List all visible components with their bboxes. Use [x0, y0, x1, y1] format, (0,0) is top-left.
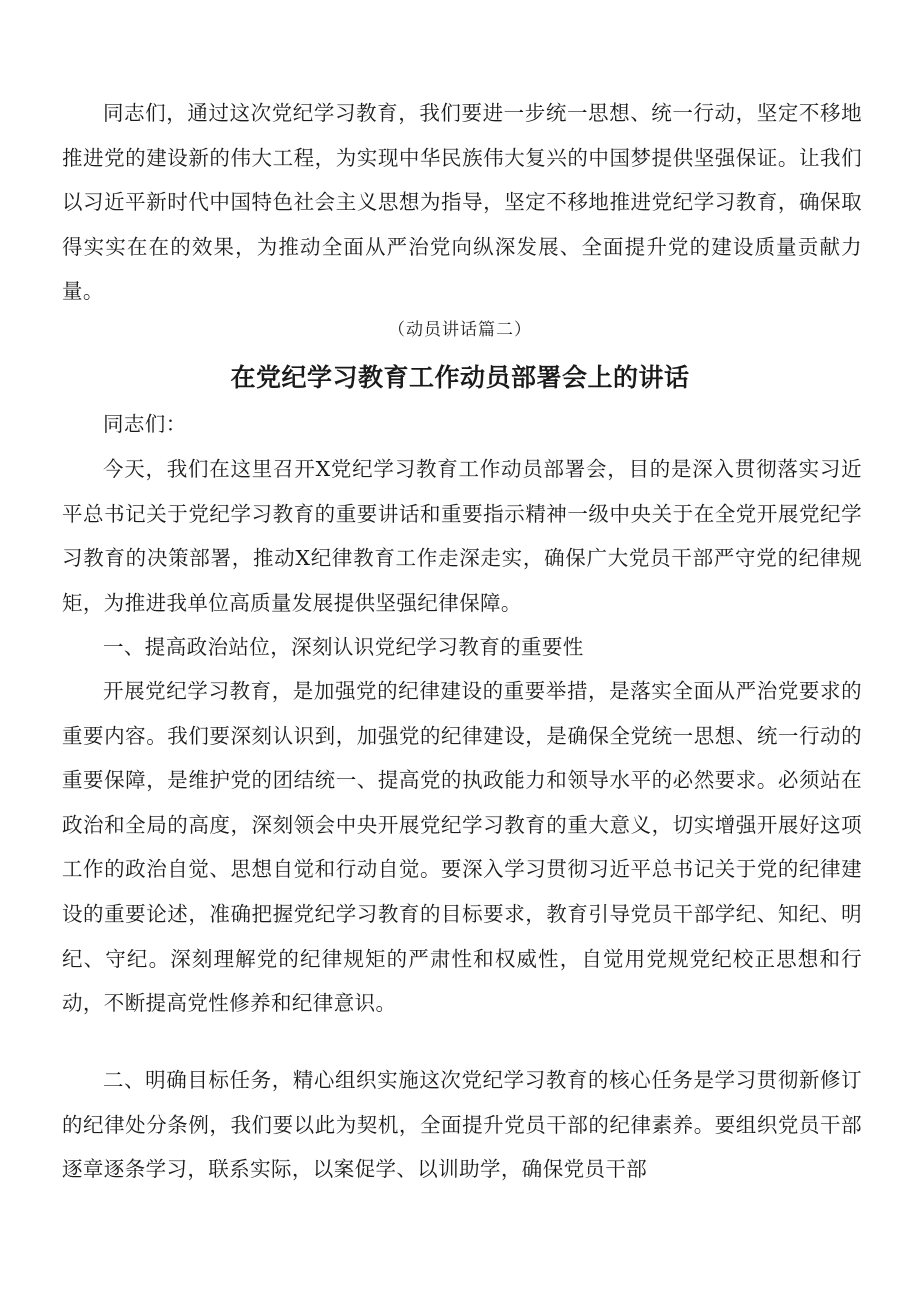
body-paragraph: 二、明确目标任务，精心组织实施这次党纪学习教育的核心任务是学习贯彻新修订的纪律处分条例，我们要以此为契机，全面提升党员干部的纪律素养。要组织党员干部逐章逐条学习，联系实际，以案促学、以训助学，确保党员干部	[62, 1068, 862, 1182]
speech-title: 在党纪学习教育工作动员部署会上的讲话	[230, 363, 690, 392]
salutation: 同志们：	[103, 412, 187, 436]
section-heading: 一、提高政治站位，深刻认识党纪学习教育的重要性	[103, 635, 584, 659]
body-paragraph: 今天，我们在这里召开X党纪学习教育工作动员部署会，目的是深入贯彻落实习近平总书记关于党纪学习教育的重要讲话和重要指示精神一级中央关于在全党开展党纪学习教育的决策部署，推动X纪律教育工作走深走实，确保广大党员干部严守党的纪律规矩，为推进我单位高质量发展提供坚强纪律保障。	[62, 457, 862, 615]
speech-subtitle: （动员讲话篇二）	[388, 320, 532, 340]
body-paragraph: 开展党纪学习教育，是加强党的纪律建设的重要举措，是落实全面从严治党要求的重要内容。我们要深刻认识到，加强党的纪律建设，是确保全党统一思想、统一行动的重要保障，是维护党的团结统一、提高党的执政能力和领导水平的必然要求。必须站在政治和全局的高度，深刻领会中央开展党纪学习教育的重大意义，切实增强开展好这项工作的政治自觉、思想自觉和行动自觉。要深入学习贯彻习近平总书记关于党的纪律建设的重要论述，准确把握党纪学习教育的目标要求，教育引导党员干部学纪、知纪、明纪、守纪。深刻理解党的纪律规矩的严肃性和权威性，自觉用党规党纪校正思想和行动，不断提高党性修养和纪律意识。	[62, 679, 862, 1016]
intro-paragraph: 同志们，通过这次党纪学习教育，我们要进一步统一思想、统一行动，坚定不移地推进党的建设新的伟大工程，为实现中华民族伟大复兴的中国梦提供坚强保证。让我们以习近平新时代中国特色社会主义思想为指导，坚定不移地推进党纪学习教育，确保取得实实在在的效果，为推动全面从严治党向纵深发展、全面提升党的建设质量贡献力量。	[62, 101, 862, 304]
